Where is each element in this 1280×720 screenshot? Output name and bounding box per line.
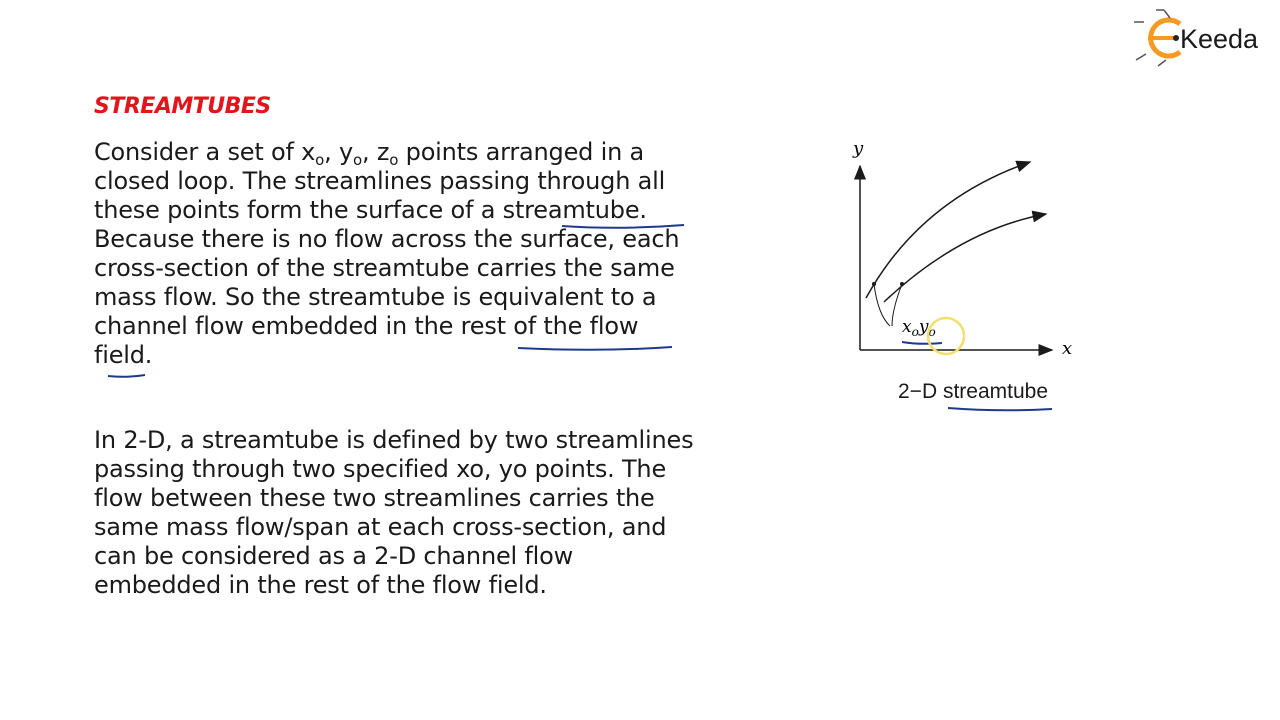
text-line: mass flow. So the streamtube is equivalent to a: [94, 283, 657, 311]
x-axis-label: x: [1062, 338, 1073, 359]
underline-caption: [948, 408, 1052, 410]
streamline-lower: [884, 214, 1046, 302]
paragraph-2d-streamtube: [94, 426, 693, 600]
underline-point-label: [902, 342, 942, 344]
text-line: these points form the surface of a streamtube.: [94, 196, 647, 224]
text-line: passing through two specified xo, yo points. The: [94, 455, 667, 483]
subscript: o: [389, 151, 399, 169]
y-axis-label: y: [853, 138, 864, 159]
streamtube-diagram: [840, 130, 1100, 390]
diagram-caption: 2−D streamtube: [898, 380, 1048, 403]
text-line: Because there is no flow across the surface, each: [94, 225, 680, 253]
paragraph-streamtube-definition: [94, 138, 679, 370]
text-line: embedded in the rest of the flow field.: [94, 571, 547, 599]
text-segment: points arranged in a: [398, 138, 645, 166]
text-line: flow between these two streamlines carries the: [94, 484, 655, 512]
text-segment: , y: [324, 138, 353, 166]
text-line: same mass flow/span at each cross-section, and: [94, 513, 667, 541]
point-label: $x_oy_o$: [902, 317, 936, 339]
text-line: closed loop. The streamlines passing through all: [94, 167, 666, 195]
subscript: o: [353, 151, 362, 169]
slide-title: STREAMTUBES: [94, 94, 271, 119]
text-segment: , z: [361, 138, 390, 166]
leader-line-1: [874, 284, 890, 326]
text-line: field.: [94, 341, 153, 369]
text-line: channel flow embedded in the rest of the flow: [94, 312, 639, 340]
text-segment: Consider a set of x: [94, 138, 316, 166]
underline-field: [108, 375, 145, 377]
text-line: cross-section of the streamtube carries the same: [94, 254, 675, 282]
logo-text: Keeda: [1180, 24, 1259, 54]
streamline-upper: [866, 162, 1030, 298]
subscript: o: [315, 151, 325, 169]
text-line: In 2-D, a streamtube is defined by two streamlines: [94, 426, 694, 454]
text-line: [94, 138, 679, 167]
text-line: can be considered as a 2-D channel flow: [94, 542, 574, 570]
